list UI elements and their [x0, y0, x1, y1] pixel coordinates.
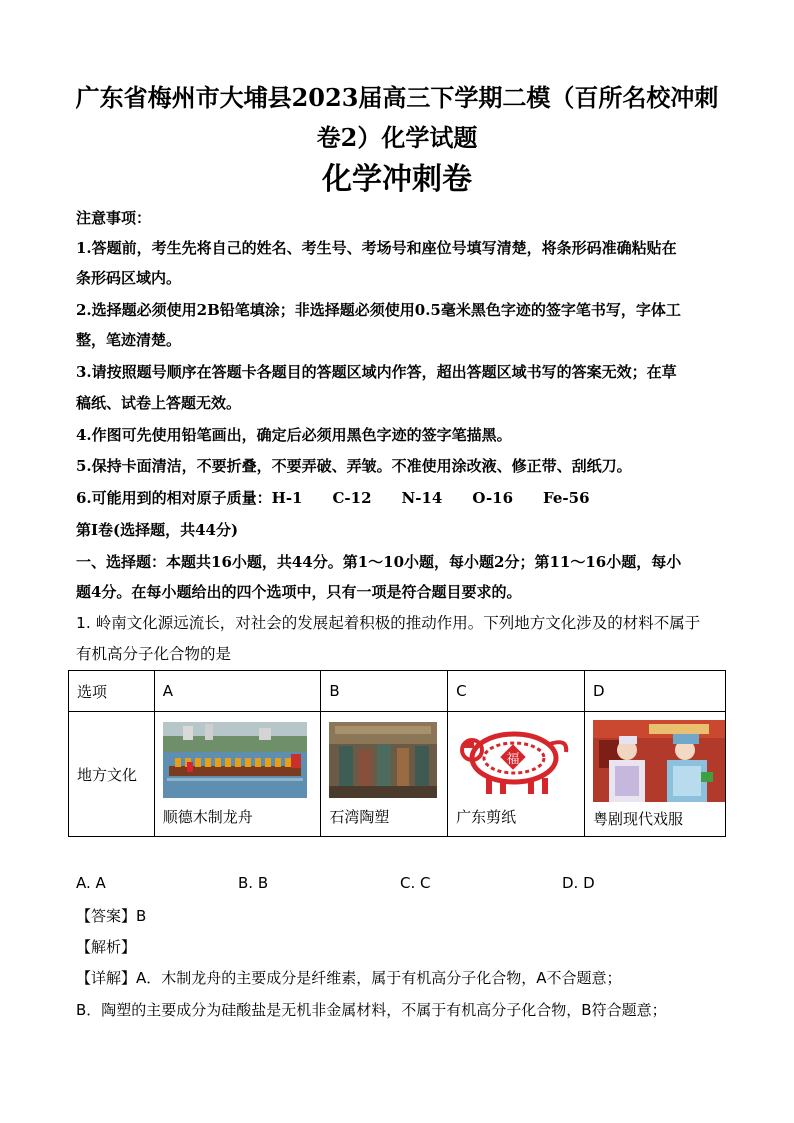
dragon-boat-image — [163, 722, 307, 798]
header-cell-c: C — [448, 671, 585, 712]
shiwan-pottery-image — [329, 722, 437, 798]
header-cell-d: D — [585, 671, 726, 712]
option-b-cell — [321, 712, 448, 837]
option-a-cell — [154, 712, 321, 837]
choice-c: C. C — [400, 874, 431, 892]
options-table-header-row — [69, 671, 726, 712]
detail-line1: 【详解】A．木制龙舟的主要成分是纤维素，属于有机高分子化合物，A不合题意； — [76, 969, 622, 987]
document-subtitle: 化学冲刺卷 — [322, 162, 472, 197]
answer-choices — [76, 874, 726, 896]
note-1-line1: 1.答题前，考生先将自己的姓名、考生号、考场号和座位号填写清楚，将条形码准确粘贴在 — [76, 239, 677, 257]
paper-cut-image — [456, 722, 574, 798]
options-table — [68, 670, 726, 837]
caption-d: 粤剧现代戏服 — [593, 809, 684, 828]
caption-b: 石湾陶塑 — [329, 807, 390, 826]
header-cell-a: A — [154, 671, 321, 712]
section-instruction-line1: 一、选择题：本题共16小题，共44分。第1～10小题，每小题2分；第11～16小题，每小 — [76, 553, 682, 571]
option-c-cell — [448, 712, 585, 837]
choice-d: D. D — [562, 874, 595, 892]
cantonese-opera-image — [593, 720, 725, 802]
note-6: 6.可能用到的相对原子质量：H-1 C-12 N-14 O-16 Fe-56 — [76, 489, 590, 507]
caption-c: 广东剪纸 — [456, 807, 517, 826]
document-title-line1: 广东省梅州市大埔县2023届高三下学期二模（百所名校冲刺 — [75, 83, 719, 112]
part1-heading: 第Ⅰ卷(选择题，共44分) — [76, 521, 239, 539]
analysis-heading: 【解析】 — [76, 938, 137, 956]
document-title-line2: 卷2）化学试题 — [316, 123, 478, 152]
question1-stem-line1: 1. 岭南文化源远流长，对社会的发展起着积极的推动作用。下列地方文化涉及的材料不属于 — [76, 614, 701, 632]
choice-a: A. A — [76, 874, 106, 892]
note-2-line2: 整，笔迹清楚。 — [76, 331, 182, 349]
header-cell-b: B — [321, 671, 448, 712]
choice-b: B. B — [238, 874, 269, 892]
note-4: 4.作图可先使用铅笔画出，确定后必须用黑色字迹的签字笔描黑。 — [76, 426, 512, 444]
paper-cut-fu-char: 福 — [506, 751, 520, 767]
row-label-local-culture: 地方文化 — [69, 712, 155, 837]
option-d-cell — [585, 712, 726, 837]
answer-line: 【答案】B — [76, 907, 147, 925]
caption-a: 顺德木制龙舟 — [162, 807, 253, 826]
note-2-line1: 2.选择题必须使用2B铅笔填涂；非选择题必须使用0.5毫米黑色字迹的签字笔书写，字体工 — [76, 301, 681, 319]
note-3-line1: 3.请按照题号顺序在答题卡各题目的答题区域内作答，超出答题区域书写的答案无效；在草 — [76, 363, 677, 381]
note-3-line2: 稿纸、试卷上答题无效。 — [76, 394, 242, 412]
note-1-line2: 条形码区域内。 — [76, 269, 182, 287]
question1-stem-line2: 有机高分子化合物的是 — [76, 645, 232, 663]
notes-heading: 注意事项： — [76, 209, 152, 227]
note-5: 5.保持卡面清洁，不要折叠，不要弄破、弄皱。不准使用涂改液、修正带、刮纸刀。 — [76, 457, 632, 475]
options-table-body-row — [69, 712, 726, 837]
section-instruction-line2: 题4分。在每小题给出的四个选项中，只有一项是符合题目要求的。 — [76, 583, 522, 601]
header-cell-option: 选项 — [69, 671, 155, 712]
detail-line2: B．陶塑的主要成分为硅酸盐是无机非金属材料，不属于有机高分子化合物，B符合题意； — [76, 1001, 667, 1019]
